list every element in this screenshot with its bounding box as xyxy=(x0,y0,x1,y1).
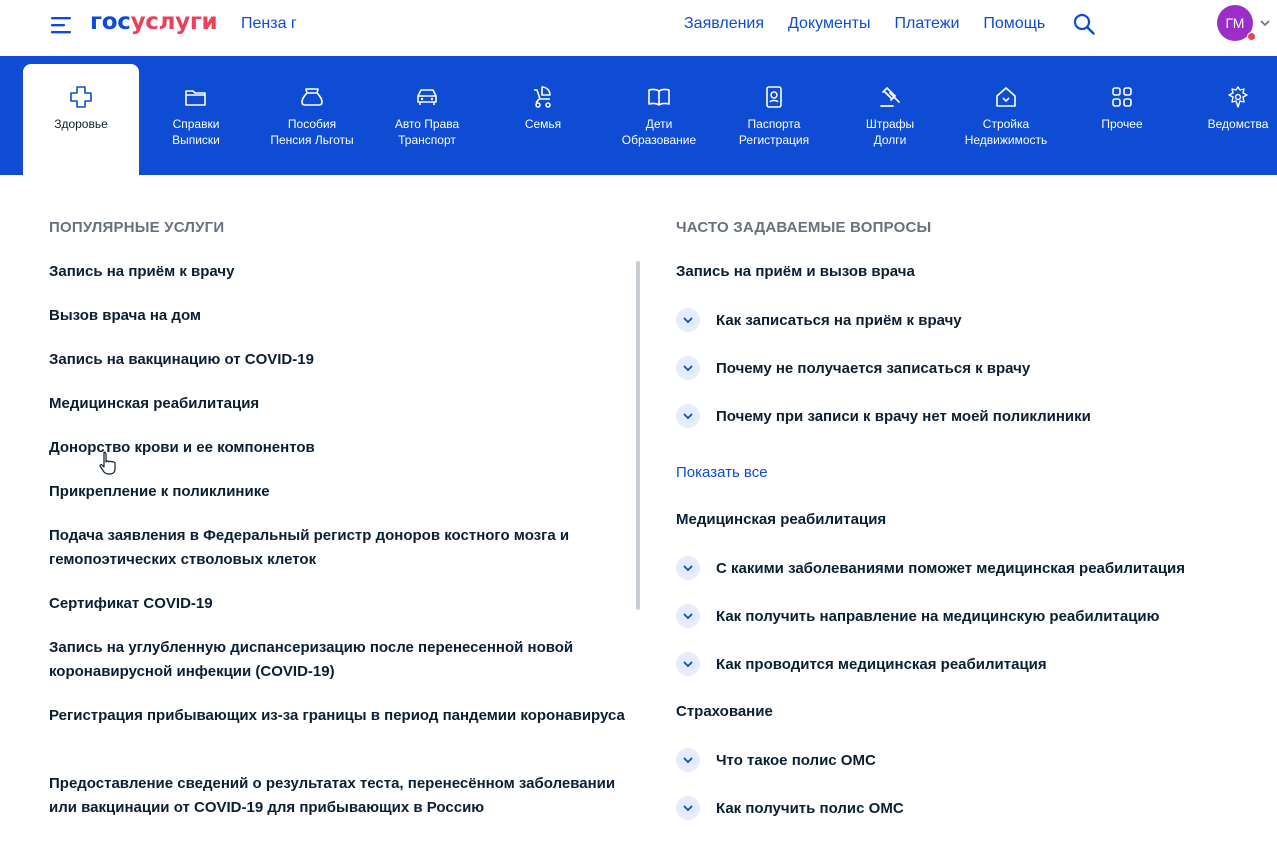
logo-text-uslugi: услуги xyxy=(130,9,218,35)
service-link[interactable]: Запись на углубленную диспансеризацию после перенесенной новой коронавирусной инфекции (COVID-19) xyxy=(49,639,574,680)
category-label: Регистрация xyxy=(738,133,810,147)
category-health[interactable] xyxy=(23,64,139,177)
car-icon xyxy=(414,84,440,110)
book-icon xyxy=(646,84,672,110)
region-selector[interactable]: Пенза г xyxy=(241,15,297,32)
hand-cursor-icon xyxy=(99,450,117,476)
faq-question[interactable] xyxy=(676,748,876,772)
faq-question-text: Почему при записи к врачу нет моей поликлиники xyxy=(716,407,1091,425)
faq-title: ЧАСТО ЗАДАВАЕМЫЕ ВОПРОСЫ xyxy=(676,219,932,236)
faq-question-text: Как получить направление на медицинскую реабилитацию xyxy=(716,607,1160,625)
category-label: Здоровье xyxy=(54,117,108,131)
show-all-link[interactable]: Показать все xyxy=(676,464,768,481)
category-label: Семья xyxy=(524,117,562,131)
popular-services-title: ПОПУЛЯРНЫЕ УСЛУГИ xyxy=(49,219,225,236)
faq-question[interactable] xyxy=(676,652,1047,676)
category-label: Недвижимость xyxy=(964,133,1048,147)
category-label: Дети xyxy=(645,117,673,131)
category-label: Долги xyxy=(873,133,907,147)
category-auto[interactable] xyxy=(369,56,485,175)
faq-question-text: Почему не получается записаться к врачу xyxy=(716,359,1031,377)
chevron-down-icon xyxy=(676,556,700,580)
category-label: Прочее xyxy=(1101,117,1143,131)
faq-question-text: Как получить полис ОМС xyxy=(716,799,904,817)
house-icon xyxy=(993,84,1019,110)
health-cross-icon xyxy=(68,84,94,110)
folder-icon xyxy=(183,84,209,110)
service-link[interactable]: Прикрепление к поликлинике xyxy=(49,483,270,500)
category-label: Паспорта xyxy=(747,117,801,131)
burger-icon[interactable] xyxy=(50,14,72,36)
nav-payments[interactable]: Платежи xyxy=(894,15,960,32)
nav-applications[interactable]: Заявления xyxy=(684,15,765,32)
faq-group-title: Страхование xyxy=(676,703,773,720)
logo-text-gos: гос xyxy=(90,9,131,35)
category-label: Пенсия Льготы xyxy=(270,133,354,147)
nav-documents[interactable]: Документы xyxy=(788,15,871,32)
category-label: Образование xyxy=(621,133,697,147)
top-navigation xyxy=(684,15,1069,33)
category-certificates[interactable] xyxy=(138,56,254,175)
faq-question-text: Как проводится медицинская реабилитация xyxy=(716,655,1047,673)
category-agencies[interactable] xyxy=(1180,56,1277,175)
faq-question-text: С какими заболеваниями поможет медицинская реабилитация xyxy=(716,559,1186,577)
category-label: Штрафы xyxy=(865,117,915,131)
faq-question[interactable] xyxy=(676,308,962,332)
faq-question[interactable] xyxy=(676,356,1030,380)
faq-group-title: Медицинская реабилитация xyxy=(676,511,887,528)
avatar[interactable]: ГМ xyxy=(1217,5,1253,41)
notification-dot xyxy=(1247,32,1256,41)
chevron-down-icon xyxy=(676,404,700,428)
search-icon[interactable] xyxy=(1073,13,1095,35)
service-link[interactable]: Запись на вакцинацию от COVID-19 xyxy=(49,351,314,368)
passport-icon xyxy=(761,84,787,110)
service-link[interactable]: Регистрация прибывающих из-за границы в период пандемии коронавируса xyxy=(49,707,625,724)
wallet-icon xyxy=(299,84,325,110)
faq-question[interactable] xyxy=(676,556,1185,580)
category-fines[interactable] xyxy=(832,56,948,175)
service-link[interactable]: Подача заявления в Федеральный регистр доноров костного мозга и гемопоэтических стволовых клеток xyxy=(49,527,570,568)
chevron-down-icon xyxy=(676,604,700,628)
faq-question-text: Как записаться на приём к врачу xyxy=(716,311,962,329)
service-link[interactable]: Сертификат COVID-19 xyxy=(49,595,213,612)
scrollbar-thumb[interactable] xyxy=(636,261,640,610)
category-label: Стройка xyxy=(982,117,1030,131)
emblem-icon xyxy=(1225,84,1251,110)
faq-question[interactable] xyxy=(676,796,904,820)
gosuslugi-logo[interactable] xyxy=(90,9,217,35)
chevron-down-icon xyxy=(676,356,700,380)
gavel-icon xyxy=(877,84,903,110)
service-link[interactable]: Донорство крови и ее компонентов xyxy=(49,439,315,456)
nav-help[interactable]: Помощь xyxy=(983,15,1046,32)
chevron-down-icon[interactable] xyxy=(1259,17,1271,29)
category-children[interactable] xyxy=(601,56,717,175)
faq-question[interactable] xyxy=(676,404,1091,428)
chevron-down-icon xyxy=(676,652,700,676)
service-link[interactable]: Медицинская реабилитация xyxy=(49,395,260,412)
category-label: Справки xyxy=(172,117,220,131)
category-other[interactable] xyxy=(1064,56,1180,175)
service-link[interactable]: Предоставление сведений о результатах теста, перенесённом заболевании или вакцинации от COVID-19 для прибывающих в Россию xyxy=(49,775,616,816)
stroller-icon xyxy=(530,84,556,110)
category-passports[interactable] xyxy=(716,56,832,175)
category-label: Выписки xyxy=(172,133,220,147)
faq-question-text: Что такое полис ОМС xyxy=(716,751,876,769)
service-link[interactable]: Вызов врача на дом xyxy=(49,307,201,324)
category-label: Авто Права xyxy=(394,117,460,131)
top-header xyxy=(0,0,1277,56)
category-benefits[interactable] xyxy=(254,56,370,175)
chevron-down-icon xyxy=(676,796,700,820)
service-link[interactable]: Запись на приём к врачу xyxy=(49,263,235,280)
chevron-down-icon xyxy=(676,748,700,772)
grid-icon xyxy=(1109,84,1135,110)
category-bar xyxy=(0,56,1277,175)
category-realty[interactable] xyxy=(948,56,1064,175)
category-label: Ведомства xyxy=(1207,117,1269,131)
faq-group-title: Запись на приём и вызов врача xyxy=(676,263,915,280)
category-label: Пособия xyxy=(287,117,337,131)
chevron-down-icon xyxy=(676,308,700,332)
category-family[interactable] xyxy=(485,56,601,175)
category-label: Транспорт xyxy=(398,133,456,147)
faq-question[interactable] xyxy=(676,604,1159,628)
